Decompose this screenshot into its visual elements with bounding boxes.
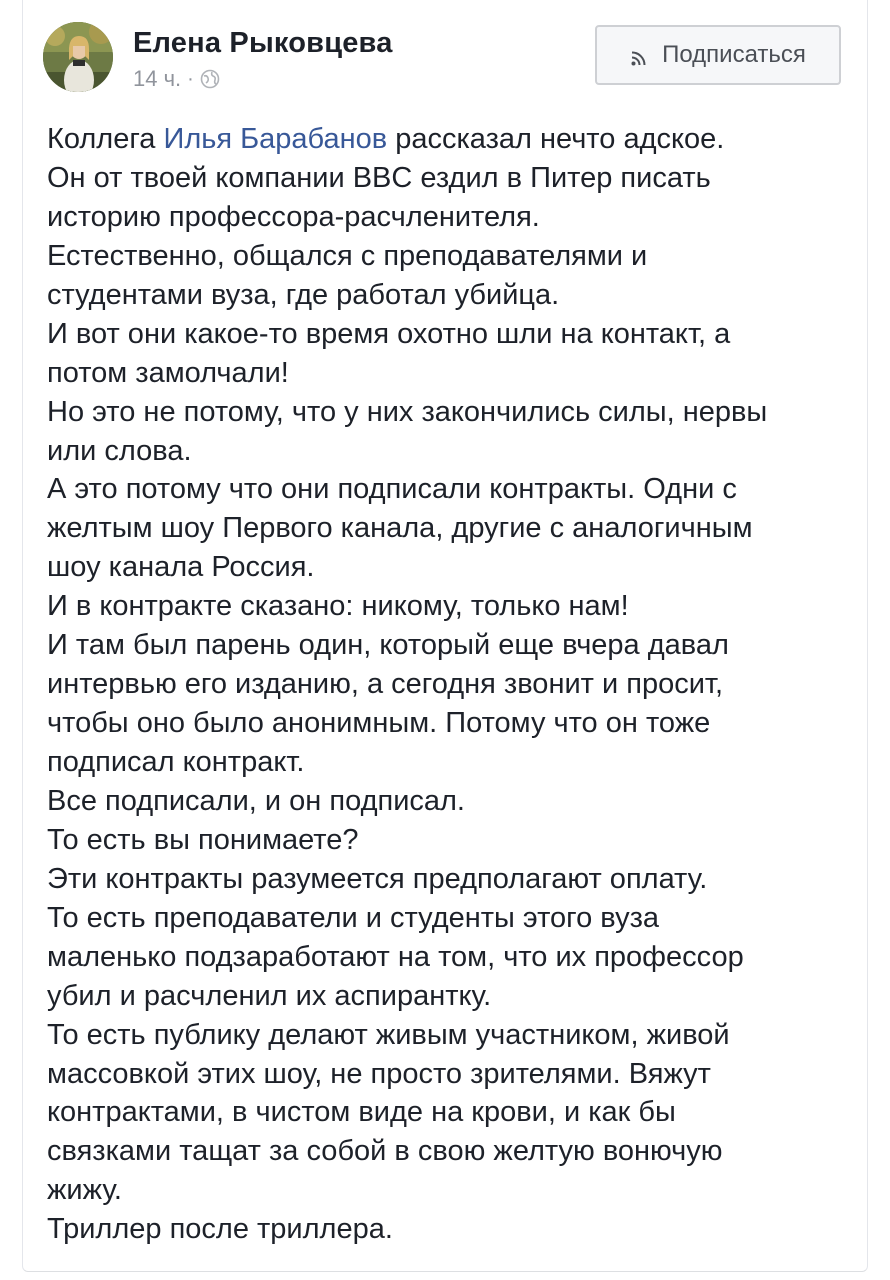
post-line: маленько подзаработают на том, что их профессор [47, 940, 744, 973]
post-line: И в контракте сказано: никому, только нам! [47, 590, 629, 623]
post-line: жижу. [47, 1174, 122, 1207]
post-time[interactable]: 14 ч. [133, 66, 182, 91]
post-line: А это потому что они подписали контракты. Одни с [47, 473, 737, 506]
post-line: Но это не потому, что у них закончились силы, нервы [47, 395, 768, 428]
post-line: Все подписали, и он подписал. [47, 784, 465, 817]
post-meta [133, 66, 220, 92]
post-line: потом замолчали! [47, 356, 289, 389]
rss-icon [630, 46, 648, 64]
post-line: желтым шоу Первого канала, другие с аналогичным [47, 512, 753, 545]
post-line: И там был парень один, который еще вчера давал [47, 629, 729, 662]
post-line: То есть вы понимаете? [47, 823, 359, 856]
post-line: Триллер после триллера. [47, 1213, 393, 1246]
avatar[interactable] [43, 22, 113, 92]
post-line: убил и расчленил их аспирантку. [47, 979, 492, 1012]
post-card [22, 0, 868, 1272]
post-line: или слова. [47, 434, 192, 467]
post-text [47, 120, 847, 1249]
post-line: связками тащат за собой в свою желтую вонючую [47, 1135, 723, 1168]
post-line: чтобы оно было анонимным. Потому что он тоже [47, 707, 711, 740]
post-line: студентами вуза, где работал убийца. [47, 278, 560, 311]
avatar-photo [43, 22, 113, 92]
line-text: Коллега [47, 123, 164, 155]
post-line [47, 120, 847, 159]
post-line: интервью его изданию, а сегодня звонит и просит, [47, 668, 724, 701]
globe-icon [200, 69, 220, 89]
post-line: То есть публику делают живым участником, живой [47, 1018, 730, 1051]
post-line: подписал контракт. [47, 746, 305, 778]
subscribe-label: Подписаться [662, 41, 806, 68]
author-name[interactable]: Елена Рыковцева [133, 27, 393, 59]
post-line: Он от твоей компании BBC ездил в Питер писать [47, 161, 711, 194]
post-line: Эти контракты разумеется предполагают оплату. [47, 862, 708, 895]
post-line: контрактами, в чистом виде на крови, и как бы [47, 1096, 676, 1129]
meta-separator: · [187, 67, 194, 90]
post-line: массовкой этих шоу, не просто зрителями. Вяжут [47, 1057, 711, 1090]
post-line: И вот они какое-то время охотно шли на контакт, а [47, 317, 731, 350]
post-line: Естественно, общался с преподавателями и [47, 239, 648, 272]
post-line: То есть преподаватели и студенты этого вуза [47, 901, 660, 934]
post-line: историю профессора-расчленителя. [47, 200, 540, 233]
line-text: рассказал нечто адское. [387, 123, 725, 155]
post-line: шоу канала Россия. [47, 551, 315, 584]
mention-link[interactable]: Илья Барабанов [163, 123, 388, 155]
subscribe-button[interactable] [595, 25, 841, 85]
